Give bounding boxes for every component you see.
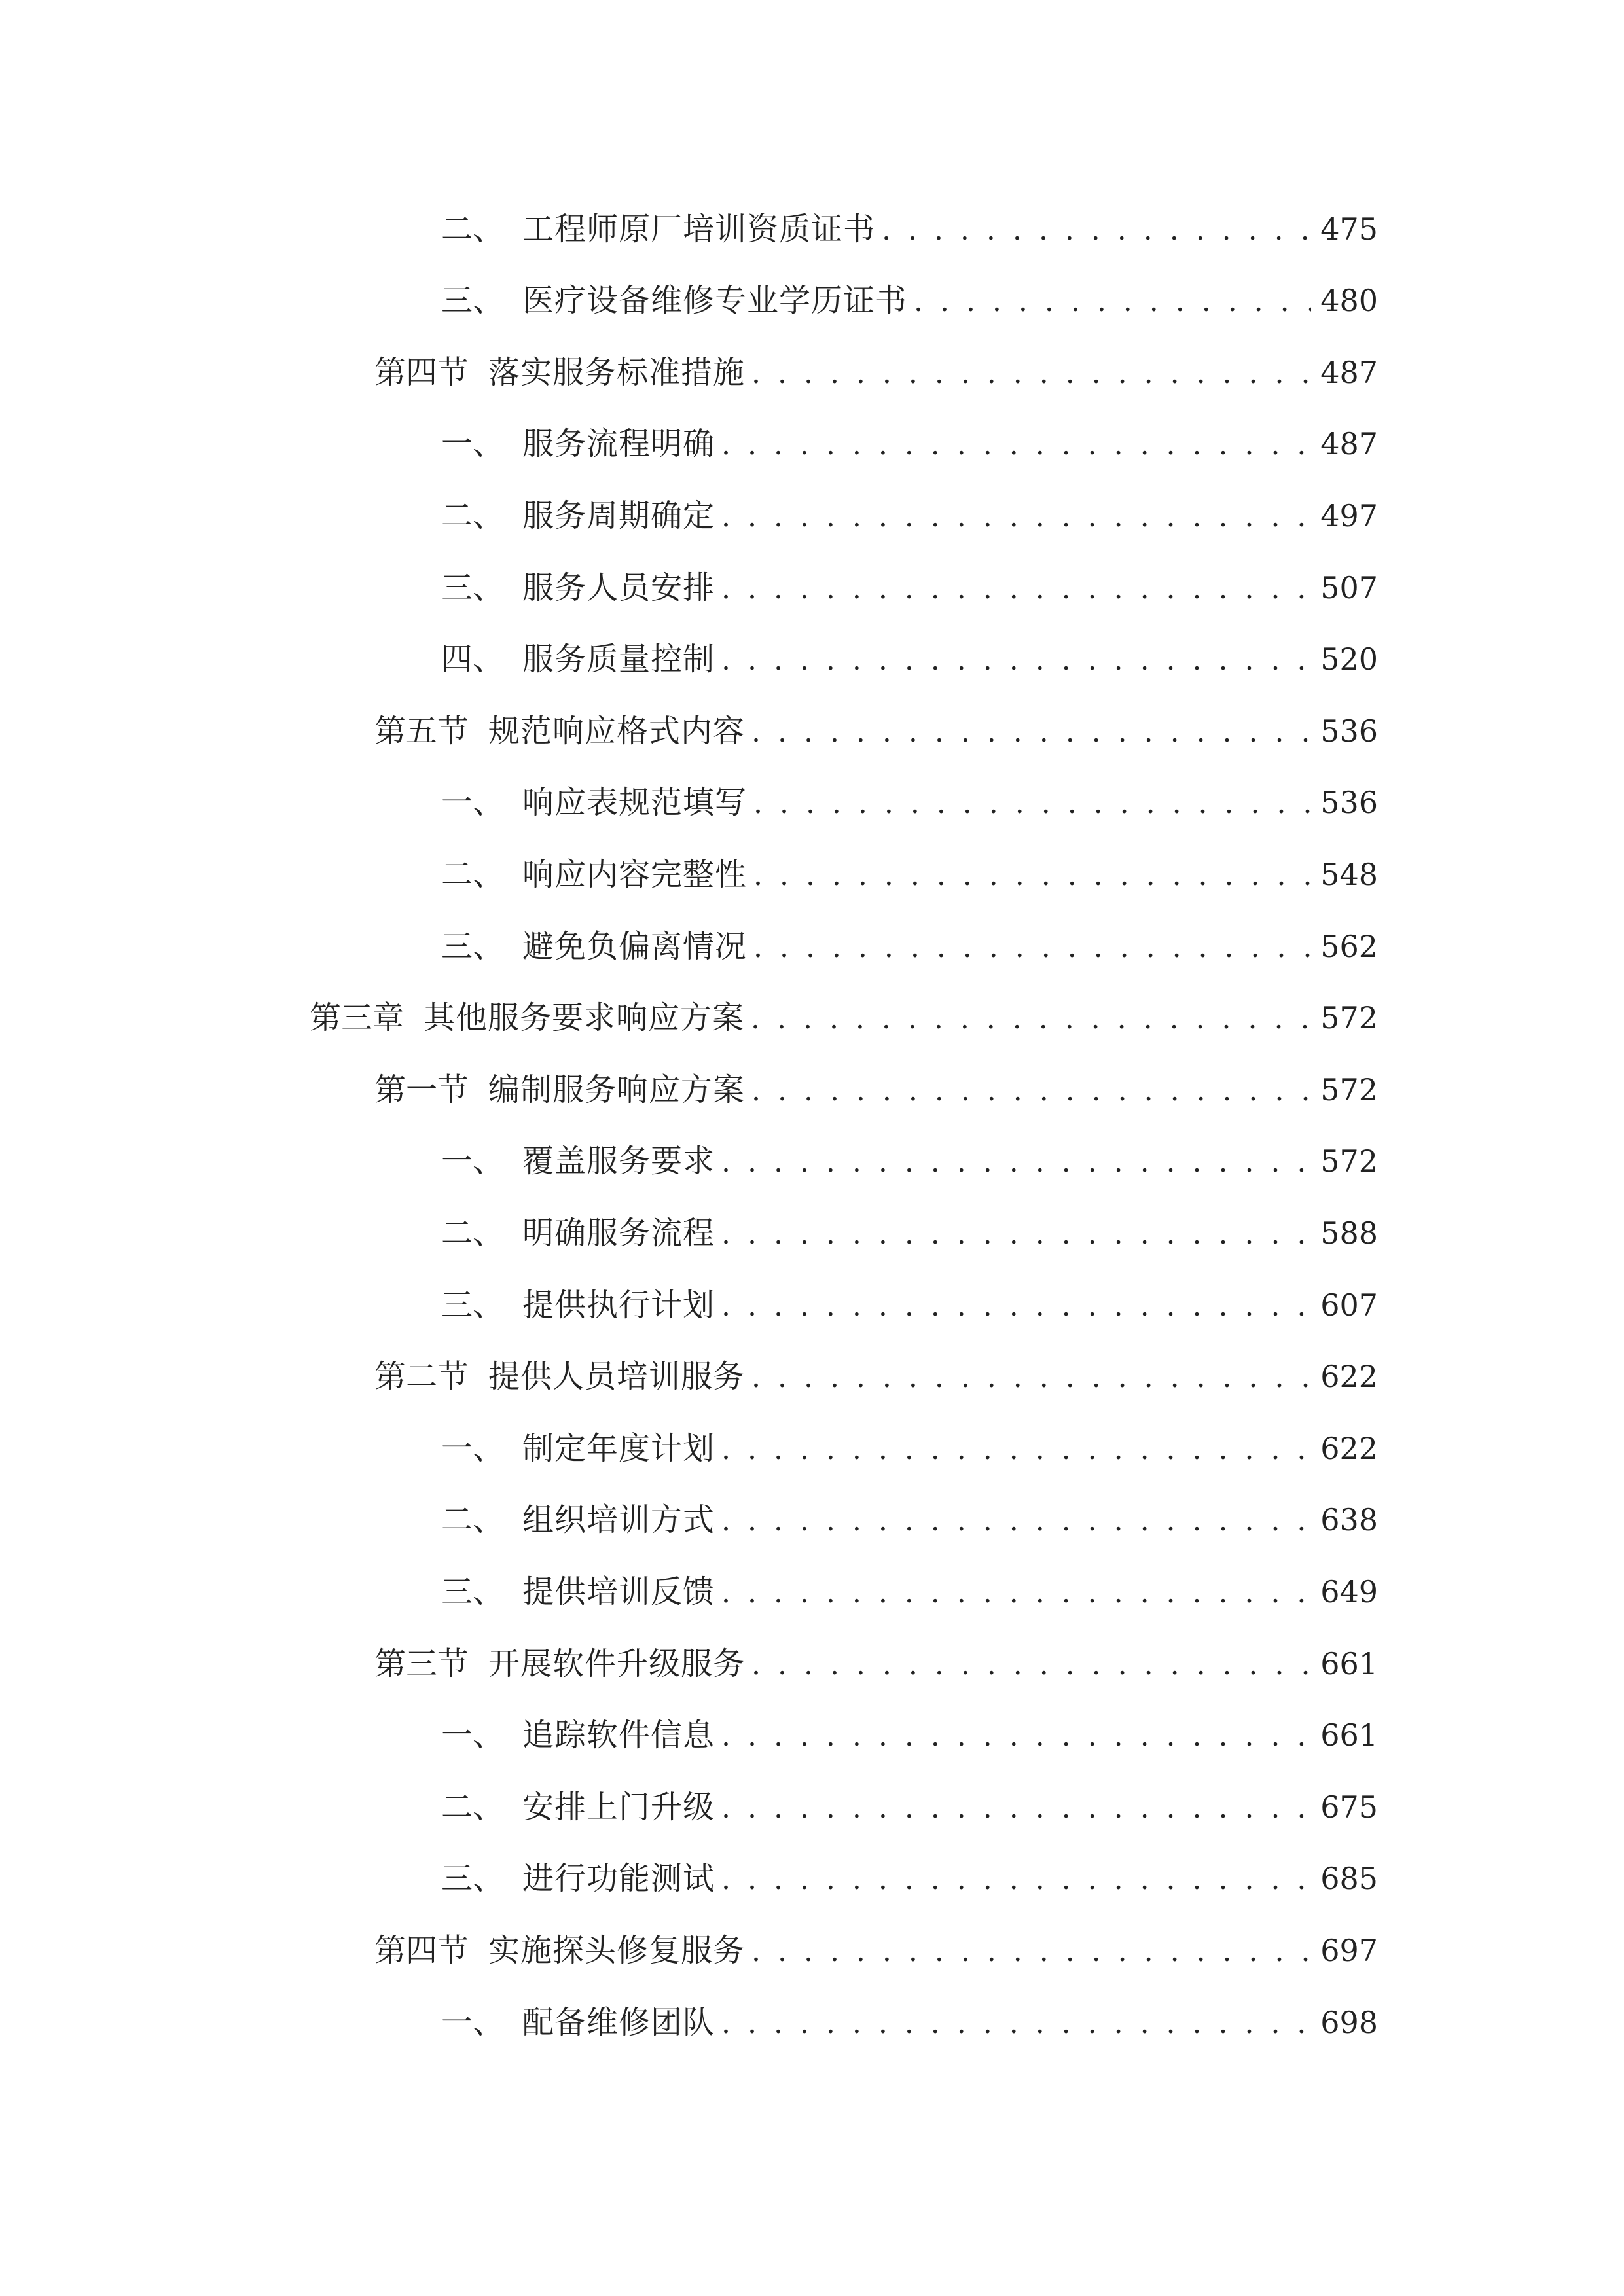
toc-page-number: 588 <box>1320 1215 1378 1251</box>
toc-title: 提供培训反馈 <box>522 1573 715 1610</box>
toc-page-number: 520 <box>1320 641 1378 677</box>
toc-page-number: 480 <box>1320 283 1378 318</box>
toc-page-number: 661 <box>1320 1646 1378 1681</box>
toc-title: 服务质量控制 <box>522 641 715 677</box>
toc-entry[interactable] <box>441 920 1378 973</box>
toc-page-number: 487 <box>1320 426 1378 461</box>
toc-entry[interactable] <box>441 1207 1378 1259</box>
toc-leader-dots <box>753 850 1311 902</box>
toc-number: 二、 <box>441 211 505 247</box>
toc-title: 安排上门升级 <box>522 1789 715 1825</box>
toc-number: 三、 <box>441 282 505 319</box>
toc-number: 一、 <box>441 1143 505 1179</box>
toc-entry[interactable] <box>441 1709 1378 1761</box>
toc-leader-dots <box>721 1854 1311 1906</box>
toc-entry[interactable] <box>441 1494 1378 1546</box>
toc-title: 服务流程明确 <box>522 425 715 462</box>
toc-number: 二、 <box>441 497 505 534</box>
toc-title: 提供执行计划 <box>522 1287 715 1323</box>
toc-page-number: 487 <box>1320 355 1378 390</box>
toc-leader-dots <box>753 922 1311 974</box>
toc-entry[interactable] <box>374 346 1378 399</box>
toc-page-number: 497 <box>1320 498 1378 533</box>
toc-page-number: 475 <box>1320 211 1378 247</box>
toc-number: 一、 <box>441 1430 505 1467</box>
toc-page-number: 698 <box>1320 2005 1378 2040</box>
toc-page-number: 572 <box>1320 1000 1378 1035</box>
toc-leader-dots <box>721 419 1311 471</box>
toc-number: 二、 <box>441 856 505 893</box>
toc-title: 工程师原厂培训资质证书 <box>522 211 876 247</box>
toc-page-number: 622 <box>1320 1359 1378 1394</box>
toc-page-number: 697 <box>1320 1933 1378 1968</box>
toc-page-number: 536 <box>1320 713 1378 749</box>
toc-entry[interactable] <box>441 848 1378 901</box>
toc-number: 三、 <box>441 1573 505 1610</box>
toc-page-number: 607 <box>1320 1287 1378 1323</box>
toc-title: 覆盖服务要求 <box>522 1143 715 1179</box>
toc-leader-dots <box>721 1782 1311 1835</box>
toc-title: 服务人员安排 <box>522 569 715 606</box>
toc-entry[interactable] <box>441 490 1378 542</box>
toc-number: 一、 <box>441 2004 505 2041</box>
toc-entry[interactable] <box>441 562 1378 614</box>
toc-number: 四、 <box>441 641 505 677</box>
toc-number: 一、 <box>441 1717 505 1753</box>
toc-title: 编制服务响应方案 <box>488 1071 746 1108</box>
toc-number: 第一节 <box>374 1071 469 1108</box>
toc-number: 一、 <box>441 784 505 821</box>
toc-title: 医疗设备维修专业学历证书 <box>522 282 908 319</box>
toc-title: 开展软件升级服务 <box>488 1645 746 1682</box>
toc-entry[interactable] <box>441 1996 1378 2049</box>
toc-title: 实施探头修复服务 <box>488 1932 746 1969</box>
toc-leader-dots <box>751 1352 1311 1404</box>
toc-number: 三、 <box>441 1287 505 1323</box>
toc-title: 制定年度计划 <box>522 1430 715 1467</box>
toc-number: 二、 <box>441 1215 505 1251</box>
toc-number: 第四节 <box>374 354 469 391</box>
toc-page-number: 661 <box>1320 1717 1378 1753</box>
toc-number: 二、 <box>441 1789 505 1825</box>
toc-leader-dots <box>721 491 1311 543</box>
toc-leader-dots <box>721 634 1311 687</box>
toc-entry[interactable] <box>374 1350 1378 1403</box>
toc-entry[interactable] <box>310 992 1378 1044</box>
toc-leader-dots <box>751 1065 1311 1117</box>
toc-entry[interactable] <box>374 1064 1378 1116</box>
toc-entry[interactable] <box>441 203 1378 255</box>
toc-title: 进行功能测试 <box>522 1860 715 1897</box>
toc-leader-dots <box>721 1710 1311 1763</box>
toc-page-number: 572 <box>1320 1072 1378 1107</box>
toc-number: 二、 <box>441 1501 505 1538</box>
toc-page-number: 649 <box>1320 1574 1378 1609</box>
toc-entry[interactable] <box>441 633 1378 685</box>
toc-entry[interactable] <box>441 1279 1378 1331</box>
toc-entry[interactable] <box>441 1781 1378 1833</box>
toc-number: 第五节 <box>374 713 469 749</box>
toc-page-number: 562 <box>1320 929 1378 964</box>
toc-page-number: 685 <box>1320 1861 1378 1896</box>
toc-leader-dots <box>751 993 1311 1045</box>
toc-page-number: 622 <box>1320 1431 1378 1466</box>
toc-leader-dots <box>751 706 1311 759</box>
toc-title: 其他服务要求响应方案 <box>424 999 745 1036</box>
toc-leader-dots <box>721 1136 1311 1189</box>
toc-title: 服务周期确定 <box>522 497 715 534</box>
toc-page-number: 572 <box>1320 1143 1378 1179</box>
toc-entry[interactable] <box>441 776 1378 829</box>
toc-entry[interactable] <box>441 274 1378 327</box>
toc-leader-dots <box>721 563 1311 615</box>
toc-number: 第四节 <box>374 1932 469 1969</box>
toc-leader-dots <box>751 1639 1311 1691</box>
toc-number: 三、 <box>441 928 505 965</box>
toc-number: 第三节 <box>374 1645 469 1682</box>
toc-title: 响应内容完整性 <box>522 856 748 893</box>
toc-title: 响应表规范填写 <box>522 784 748 821</box>
toc-leader-dots <box>721 1567 1311 1619</box>
toc-leader-dots <box>721 1998 1311 2050</box>
toc-page-number: 675 <box>1320 1789 1378 1825</box>
toc-title: 组织培训方式 <box>522 1501 715 1538</box>
toc-entry[interactable] <box>441 1422 1378 1475</box>
toc-title: 追踪软件信息 <box>522 1717 715 1753</box>
toc-title: 明确服务流程 <box>522 1215 715 1251</box>
toc-entry[interactable] <box>441 1135 1378 1187</box>
toc-page-number: 536 <box>1320 785 1378 820</box>
toc-page-number: 548 <box>1320 857 1378 892</box>
toc-entry[interactable] <box>374 1924 1378 1977</box>
toc-title: 落实服务标准措施 <box>488 354 746 391</box>
toc-entry[interactable] <box>374 705 1378 757</box>
toc-page-number: 507 <box>1320 570 1378 605</box>
toc-leader-dots <box>914 276 1311 328</box>
toc-page-number: 638 <box>1320 1502 1378 1537</box>
toc-number: 第三章 <box>310 999 405 1036</box>
toc-entry[interactable] <box>374 1638 1378 1690</box>
toc-number: 第二节 <box>374 1358 469 1395</box>
toc-entry[interactable] <box>441 1852 1378 1905</box>
toc-title: 提供人员培训服务 <box>488 1358 746 1395</box>
toc-title: 规范响应格式内容 <box>488 713 746 749</box>
toc-number: 一、 <box>441 425 505 462</box>
toc-leader-dots <box>751 1926 1311 1978</box>
toc-title: 避免负偏离情况 <box>522 928 748 965</box>
toc-number: 三、 <box>441 569 505 606</box>
toc-entry[interactable] <box>441 1566 1378 1618</box>
toc-number: 三、 <box>441 1860 505 1897</box>
toc-leader-dots <box>721 1280 1311 1333</box>
toc-leader-dots <box>753 778 1311 830</box>
toc-leader-dots <box>882 204 1311 257</box>
toc-leader-dots <box>721 1495 1311 1547</box>
toc-leader-dots <box>721 1208 1311 1261</box>
toc-leader-dots <box>721 1424 1311 1476</box>
toc-title: 配备维修团队 <box>522 2004 715 2041</box>
toc-leader-dots <box>751 348 1311 400</box>
toc-entry[interactable] <box>441 418 1378 470</box>
